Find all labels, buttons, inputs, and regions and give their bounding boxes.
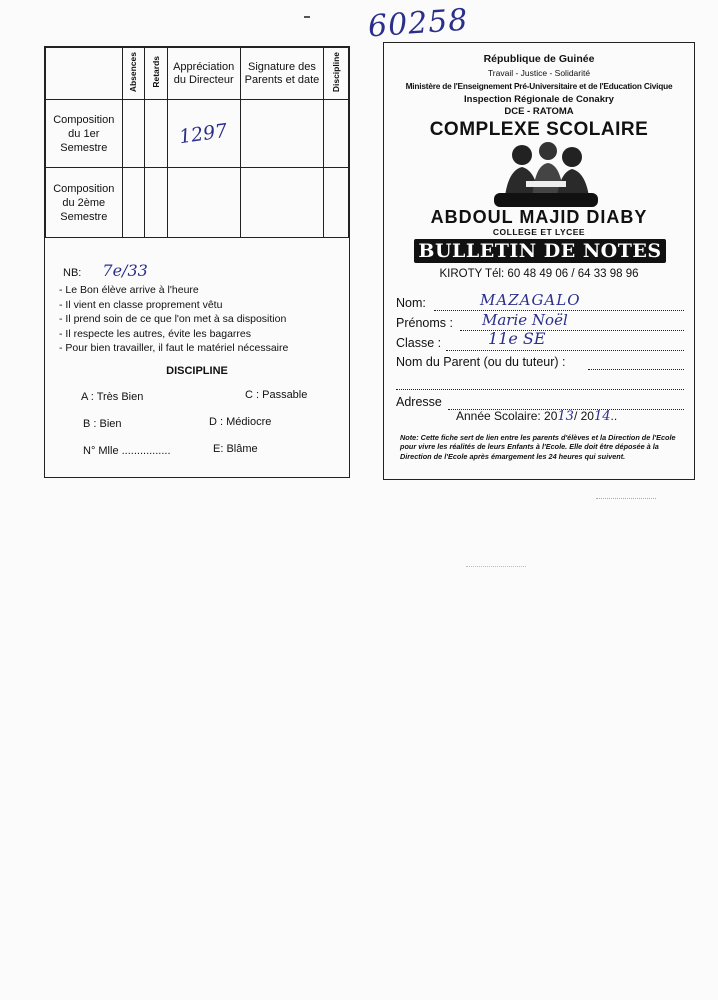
table-row	[46, 168, 349, 238]
col-retards: Retards	[145, 48, 168, 100]
table-row	[46, 100, 349, 168]
conduct-rules	[59, 283, 288, 356]
discipline-title: DISCIPLINE	[166, 365, 228, 377]
classe-dots	[446, 350, 684, 351]
legend-c: C : Passable	[245, 389, 308, 401]
parent-label: Nom du Parent (ou du tuteur) :	[396, 355, 566, 369]
legend-d: D : Médiocre	[209, 416, 272, 428]
right-card	[383, 42, 695, 480]
annee-end: ..	[610, 409, 618, 423]
rule-item: - Il vient en classe proprement vêtu	[59, 298, 223, 311]
row-label: Composition du 1er Semestre	[46, 100, 123, 168]
bulletin-title: BULLETIN DE NOTES	[418, 240, 662, 262]
school-logo-illustration	[486, 141, 606, 211]
nb-line	[63, 261, 148, 280]
parent-dots-2	[396, 389, 684, 390]
rule-item: - Pour bien travailler, il faut le matériel nécessaire	[59, 342, 289, 354]
grades-table	[45, 47, 349, 238]
scan-speck	[466, 560, 526, 567]
republic-heading: République de Guinée	[483, 53, 595, 65]
rule-item: - Il prend soin de ce que l'on met à sa disposition	[59, 313, 287, 325]
rule-item: - Il respecte les autres, évite les bagarres	[59, 327, 252, 340]
corner-cell	[46, 48, 123, 100]
top-number: 60258	[366, 2, 470, 45]
annee-mid: / 20	[573, 409, 594, 423]
col-absences: Absences	[122, 48, 145, 100]
annee-scolaire	[456, 409, 617, 424]
stray-mark	[304, 16, 310, 18]
prenoms-label: Prénoms :	[396, 316, 453, 330]
ministry: Ministère de l'Enseignement Pré-Universitaire et de l'Education Civique	[405, 81, 673, 91]
complex-title: COMPLEXE SCOLAIRE	[429, 119, 649, 140]
dce: DCE - RATOMA	[504, 106, 574, 117]
nb-value: 7e/33	[102, 261, 148, 280]
scan-speck	[596, 490, 656, 499]
rule-item: - Le Bon élève arrive à l'heure	[59, 284, 199, 296]
annee-end-value: 14	[593, 409, 611, 424]
legend-a: A : Très Bien	[81, 391, 144, 403]
classe-value: 11e SE	[488, 329, 546, 348]
nb-label: NB:	[63, 267, 82, 279]
annee-label: Année Scolaire: 20	[456, 409, 558, 423]
school-name: ABDOUL MAJID DIABY	[430, 207, 648, 227]
row-label: Composition du 2ème Semestre	[46, 168, 123, 238]
contact-line: KIROTY Tél: 60 48 49 06 / 64 33 98 96	[439, 268, 639, 280]
appreciation-value: 1297	[178, 119, 230, 148]
inspection: Inspection Régionale de Conakry	[464, 94, 614, 105]
bulletin-banner	[414, 239, 666, 263]
classe-label: Classe :	[396, 336, 442, 350]
nom-label: Nom:	[396, 296, 426, 310]
legend-nmle: N° Mlle ................	[83, 445, 171, 457]
left-card	[44, 46, 350, 478]
college-lycee: COLLEGE ET LYCEE	[492, 227, 586, 237]
legend-e: E: Blâme	[213, 443, 258, 455]
col-appreciation: Appréciation du Directeur	[167, 48, 240, 100]
prenoms-value: Marie Noël	[482, 311, 568, 329]
annee-start-value: 13	[557, 409, 574, 424]
motto: Travail - Justice - Solidarité	[487, 68, 591, 78]
col-signature: Signature des Parents et date	[240, 48, 324, 100]
note-text: Note: Cette fiche sert de lien entre les parents d'élèves et la Direction de l'Ecole pour vivre les réalités de leurs Enfants à l'Ecole. Elle doit être déposée à la Direction de l'Ecole après émargement les 24 heures qui suivent.	[400, 433, 676, 461]
parent-dots	[588, 369, 684, 370]
legend-b: B : Bien	[83, 418, 122, 430]
nom-value: MAZAGALO	[480, 291, 581, 309]
adresse-label: Adresse	[396, 395, 442, 409]
col-discipline: Discipline	[324, 48, 349, 100]
